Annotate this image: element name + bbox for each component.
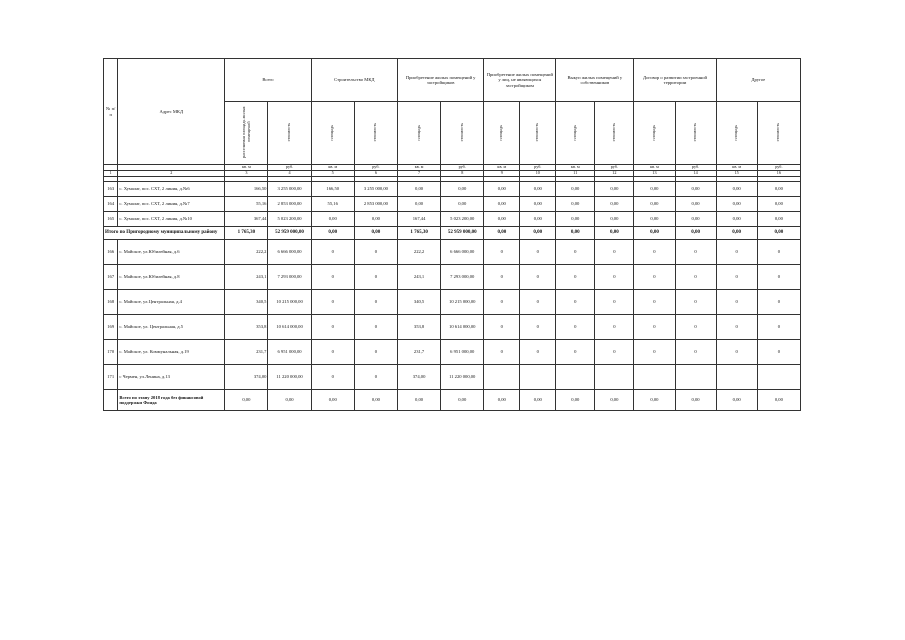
- total-value: 0,00: [225, 390, 268, 411]
- column-number-cell: 3: [225, 171, 268, 177]
- column-number-cell: 1: [104, 171, 118, 177]
- value-cell: 0: [354, 240, 397, 265]
- value-cell: 0,00: [484, 197, 520, 212]
- units-cell: руб.: [268, 165, 311, 171]
- value-cell: 7 293 000,00: [268, 265, 311, 290]
- value-cell: 340,5: [225, 290, 268, 315]
- empty-cell: [104, 390, 118, 411]
- value-cell: 7 293 000,00: [441, 265, 484, 290]
- value-cell: 55,16: [311, 197, 354, 212]
- total-value: 0,00: [634, 390, 675, 411]
- units-cell: руб.: [595, 165, 634, 171]
- value-cell: 0,00: [675, 182, 716, 197]
- value-cell: 0: [595, 240, 634, 265]
- value-cell: 0,00: [354, 212, 397, 227]
- row-number: 165: [104, 212, 118, 227]
- value-cell: 231,7: [225, 340, 268, 365]
- subcol-header: площадь: [484, 102, 520, 165]
- row-address: с. Хумалаг, пос. СХТ, 2 линия, д.№7: [118, 197, 225, 212]
- subcol-header: площадь: [397, 102, 440, 165]
- table-row: [104, 365, 801, 390]
- subcol-header: стоимость: [354, 102, 397, 165]
- value-cell: 0: [595, 290, 634, 315]
- value-cell: 0: [716, 315, 757, 340]
- value-cell: 5 023 200,00: [441, 212, 484, 227]
- value-cell: 0: [354, 315, 397, 340]
- units-cell: кв. м: [556, 165, 595, 171]
- value-cell: 0,00: [311, 212, 354, 227]
- column-number-cell: 12: [595, 171, 634, 177]
- subtotal-value: 1 765,30: [397, 227, 440, 240]
- subtotal-value: 0,00: [520, 227, 556, 240]
- value-cell: 353,8: [397, 315, 440, 340]
- value-cell: 0: [556, 240, 595, 265]
- value-cell: 0,00: [716, 197, 757, 212]
- value-cell: 0: [311, 265, 354, 290]
- header-num: № п/п: [104, 59, 118, 165]
- column-number-cell: 13: [634, 171, 675, 177]
- row-address: с. Майское, ул.Юбилейная, д.8: [118, 265, 225, 290]
- value-cell: 0,00: [675, 212, 716, 227]
- value-cell: 0,00: [716, 182, 757, 197]
- total-value: 0,00: [757, 390, 800, 411]
- row-number: 169: [104, 315, 118, 340]
- total-value: 0,00: [397, 390, 440, 411]
- table-row: [104, 290, 801, 315]
- value-cell: 0: [595, 340, 634, 365]
- value-cell: 6 666 000,00: [441, 240, 484, 265]
- row-address: с. Хумалаг, пос. СХТ, 2 линия, д.№10: [118, 212, 225, 227]
- value-cell: 0,00: [441, 182, 484, 197]
- value-cell: 0,00: [757, 197, 800, 212]
- value-cell: 243,1: [397, 265, 440, 290]
- total-value: 0,00: [311, 390, 354, 411]
- column-number-cell: 5: [311, 171, 354, 177]
- value-cell: 0: [757, 340, 800, 365]
- value-cell: [757, 365, 800, 390]
- column-number-cell: 9: [484, 171, 520, 177]
- group-header: Другое: [716, 59, 800, 102]
- value-cell: 10 614 000,00: [268, 315, 311, 340]
- row-number: 163: [104, 182, 118, 197]
- units-cell: кв. м: [225, 165, 268, 171]
- row-address: с. Хумалаг, пос. СХТ, 2 линия, д.№6: [118, 182, 225, 197]
- column-number-cell: 2: [118, 171, 225, 177]
- subcol-header: стоимость: [520, 102, 556, 165]
- value-cell: 6 951 000,00: [441, 340, 484, 365]
- column-number-cell: 7: [397, 171, 440, 177]
- row-number: 171: [104, 365, 118, 390]
- total-value: 0,00: [520, 390, 556, 411]
- subtotal-value: 0,00: [716, 227, 757, 240]
- value-cell: 0,00: [595, 212, 634, 227]
- resettlement-table-page: [103, 58, 801, 411]
- row-address: с. Майское, ул. Коммунальная, д.19: [118, 340, 225, 365]
- row-address: с. Майское, ул.Центральная, д.4: [118, 290, 225, 315]
- value-cell: 0: [634, 265, 675, 290]
- column-number-cell: 11: [556, 171, 595, 177]
- value-cell: 0: [757, 315, 800, 340]
- group-header: Строительство МКД: [311, 59, 397, 102]
- group-header: Выкуп жилых помещений у собственников: [556, 59, 634, 102]
- column-number-cell: 10: [520, 171, 556, 177]
- units-cell: руб.: [354, 165, 397, 171]
- subtotal-row: [104, 227, 801, 240]
- subtotal-value: 0,00: [595, 227, 634, 240]
- units-cell: руб.: [441, 165, 484, 171]
- subtotal-value: 0,00: [675, 227, 716, 240]
- row-number: 170: [104, 340, 118, 365]
- subcol-header: площадь: [716, 102, 757, 165]
- value-cell: 0: [716, 265, 757, 290]
- units-cell: руб.: [675, 165, 716, 171]
- units-cell: руб.: [757, 165, 800, 171]
- value-cell: 0: [716, 290, 757, 315]
- value-cell: 0,00: [520, 182, 556, 197]
- value-cell: [595, 365, 634, 390]
- subtotal-label: Итого по Пригородному муниципальному району: [104, 227, 225, 240]
- value-cell: 167,44: [397, 212, 440, 227]
- units-cell: кв. м: [716, 165, 757, 171]
- value-cell: 367,44: [225, 212, 268, 227]
- value-cell: 0: [520, 290, 556, 315]
- value-cell: 0,00: [634, 212, 675, 227]
- subtotal-value: 52 959 000,00: [268, 227, 311, 240]
- value-cell: 374,00: [397, 365, 440, 390]
- value-cell: [484, 365, 520, 390]
- value-cell: 0: [520, 240, 556, 265]
- total-value: 0,00: [675, 390, 716, 411]
- column-number-cell: 15: [716, 171, 757, 177]
- value-cell: 0,00: [595, 197, 634, 212]
- value-cell: 0: [354, 290, 397, 315]
- value-cell: 0,00: [556, 197, 595, 212]
- group-header: Приобретение жилых помещений у лиц, не являющихся застройщиком: [484, 59, 556, 102]
- table-row: [104, 340, 801, 365]
- table-row: [104, 197, 801, 212]
- value-cell: 0: [354, 365, 397, 390]
- value-cell: 0,00: [484, 212, 520, 227]
- column-number-cell: 8: [441, 171, 484, 177]
- subtotal-value: 0,00: [757, 227, 800, 240]
- group-header: Приобретение жилых помещений у застройщиков: [397, 59, 483, 102]
- total-value: 0,00: [441, 390, 484, 411]
- value-cell: 0: [520, 265, 556, 290]
- value-cell: [716, 365, 757, 390]
- units-cell: руб.: [520, 165, 556, 171]
- value-cell: 231,7: [397, 340, 440, 365]
- table-row: [104, 182, 801, 197]
- subtotal-value: 0,00: [311, 227, 354, 240]
- value-cell: 10 215 000,00: [268, 290, 311, 315]
- resettlement-table: [103, 58, 801, 411]
- row-number: 167: [104, 265, 118, 290]
- units-cell: кв. м: [397, 165, 440, 171]
- subcol-header: площадь: [634, 102, 675, 165]
- value-cell: 0,00: [757, 182, 800, 197]
- value-cell: 0: [556, 265, 595, 290]
- value-cell: 0: [634, 290, 675, 315]
- table-row: [104, 315, 801, 340]
- subtotal-value: 0,00: [634, 227, 675, 240]
- subtotal-value: 1 765,30: [225, 227, 268, 240]
- value-cell: 0: [556, 315, 595, 340]
- value-cell: [556, 365, 595, 390]
- value-cell: 5 023 200,00: [268, 212, 311, 227]
- value-cell: 0,00: [675, 197, 716, 212]
- value-cell: 222,2: [225, 240, 268, 265]
- subcol-header: стоимость: [757, 102, 800, 165]
- row-number: 166: [104, 240, 118, 265]
- value-cell: 0: [484, 240, 520, 265]
- table-row: [104, 265, 801, 290]
- value-cell: 0: [757, 290, 800, 315]
- value-cell: 0,00: [520, 197, 556, 212]
- group-header: Всего: [225, 59, 311, 102]
- value-cell: 0: [311, 315, 354, 340]
- column-number-cell: 16: [757, 171, 800, 177]
- value-cell: 11 220 000,00: [441, 365, 484, 390]
- value-cell: 0: [675, 315, 716, 340]
- units-cell: кв. м: [634, 165, 675, 171]
- total-value: 0,00: [268, 390, 311, 411]
- value-cell: 3 255 000,00: [354, 182, 397, 197]
- subtotal-value: 0,00: [354, 227, 397, 240]
- value-cell: 374,00: [225, 365, 268, 390]
- value-cell: 0: [675, 265, 716, 290]
- value-cell: 0: [675, 340, 716, 365]
- value-cell: 2 853 000,00: [268, 197, 311, 212]
- value-cell: 0: [675, 290, 716, 315]
- table-row: [104, 212, 801, 227]
- value-cell: 0: [484, 340, 520, 365]
- value-cell: 166,50: [311, 182, 354, 197]
- subcol-header: площадь: [556, 102, 595, 165]
- value-cell: 0: [484, 265, 520, 290]
- value-cell: [520, 365, 556, 390]
- value-cell: 0: [311, 340, 354, 365]
- row-address: с. Майское, ул. Центральная, д.5: [118, 315, 225, 340]
- value-cell: 0,00: [556, 182, 595, 197]
- value-cell: 0,00: [556, 212, 595, 227]
- total-value: 0,00: [556, 390, 595, 411]
- value-cell: 166,50: [225, 182, 268, 197]
- value-cell: 340,5: [397, 290, 440, 315]
- value-cell: 55,16: [225, 197, 268, 212]
- value-cell: 353,8: [225, 315, 268, 340]
- subtotal-value: 52 959 000,00: [441, 227, 484, 240]
- subcol-header: стоимость: [441, 102, 484, 165]
- value-cell: 10 614 000,00: [441, 315, 484, 340]
- column-number-cell: 14: [675, 171, 716, 177]
- value-cell: 0: [556, 340, 595, 365]
- value-cell: 0,00: [397, 182, 440, 197]
- row-address: с Чермен, ул.Ленина, д.13: [118, 365, 225, 390]
- subtotal-value: 0,00: [484, 227, 520, 240]
- value-cell: 0,00: [716, 212, 757, 227]
- column-number-cell: 4: [268, 171, 311, 177]
- total-label: Всего по этапу 2018 года без финансовой поддержки Фонда: [118, 390, 225, 411]
- value-cell: 0,00: [484, 182, 520, 197]
- column-number-cell: 6: [354, 171, 397, 177]
- value-cell: 0: [716, 340, 757, 365]
- total-value: 0,00: [484, 390, 520, 411]
- total-value: 0,00: [716, 390, 757, 411]
- value-cell: 243,1: [225, 265, 268, 290]
- subcol-header: площадь: [311, 102, 354, 165]
- value-cell: 0: [556, 290, 595, 315]
- subcol-header: расселяемая площадь жилых помещений: [225, 102, 268, 165]
- value-cell: 0: [311, 240, 354, 265]
- subtotal-value: 0,00: [556, 227, 595, 240]
- value-cell: 222,2: [397, 240, 440, 265]
- value-cell: 0: [354, 265, 397, 290]
- row-number: 164: [104, 197, 118, 212]
- value-cell: 0: [520, 315, 556, 340]
- value-cell: 0: [484, 290, 520, 315]
- total-value: 0,00: [595, 390, 634, 411]
- value-cell: 0: [311, 365, 354, 390]
- table-row: [104, 240, 801, 265]
- value-cell: 0,00: [634, 182, 675, 197]
- subcol-header: стоимость: [675, 102, 716, 165]
- value-cell: [675, 365, 716, 390]
- value-cell: 0: [354, 340, 397, 365]
- total-value: 0,00: [354, 390, 397, 411]
- value-cell: 0: [675, 240, 716, 265]
- value-cell: 0,00: [634, 197, 675, 212]
- row-number: 168: [104, 290, 118, 315]
- value-cell: 11 220 000,00: [268, 365, 311, 390]
- value-cell: 0: [595, 265, 634, 290]
- value-cell: 2 853 000,00: [354, 197, 397, 212]
- value-cell: 0: [520, 340, 556, 365]
- value-cell: 6 951 000,00: [268, 340, 311, 365]
- value-cell: 0: [311, 290, 354, 315]
- value-cell: 0: [757, 265, 800, 290]
- value-cell: 0: [484, 315, 520, 340]
- units-cell: кв. м: [484, 165, 520, 171]
- group-header: Договор о развитии застроенной территории: [634, 59, 716, 102]
- value-cell: 3 255 000,00: [268, 182, 311, 197]
- value-cell: 0: [634, 240, 675, 265]
- row-address: с. Майское, ул.Юбилейная, д.6: [118, 240, 225, 265]
- total-row: [104, 390, 801, 411]
- value-cell: 0: [757, 240, 800, 265]
- value-cell: 0,00: [520, 212, 556, 227]
- value-cell: 0: [634, 340, 675, 365]
- value-cell: 10 215 000,00: [441, 290, 484, 315]
- units-cell: кв. м: [311, 165, 354, 171]
- value-cell: 0,00: [757, 212, 800, 227]
- value-cell: [634, 365, 675, 390]
- value-cell: 0,00: [595, 182, 634, 197]
- value-cell: 0: [634, 315, 675, 340]
- subcol-header: стоимость: [268, 102, 311, 165]
- value-cell: 0,00: [397, 197, 440, 212]
- value-cell: 0: [595, 315, 634, 340]
- value-cell: 6 666 000,00: [268, 240, 311, 265]
- value-cell: 0,00: [441, 197, 484, 212]
- subcol-header: стоимость: [595, 102, 634, 165]
- header-address: Адрес МКД: [118, 59, 225, 165]
- value-cell: 0: [716, 240, 757, 265]
